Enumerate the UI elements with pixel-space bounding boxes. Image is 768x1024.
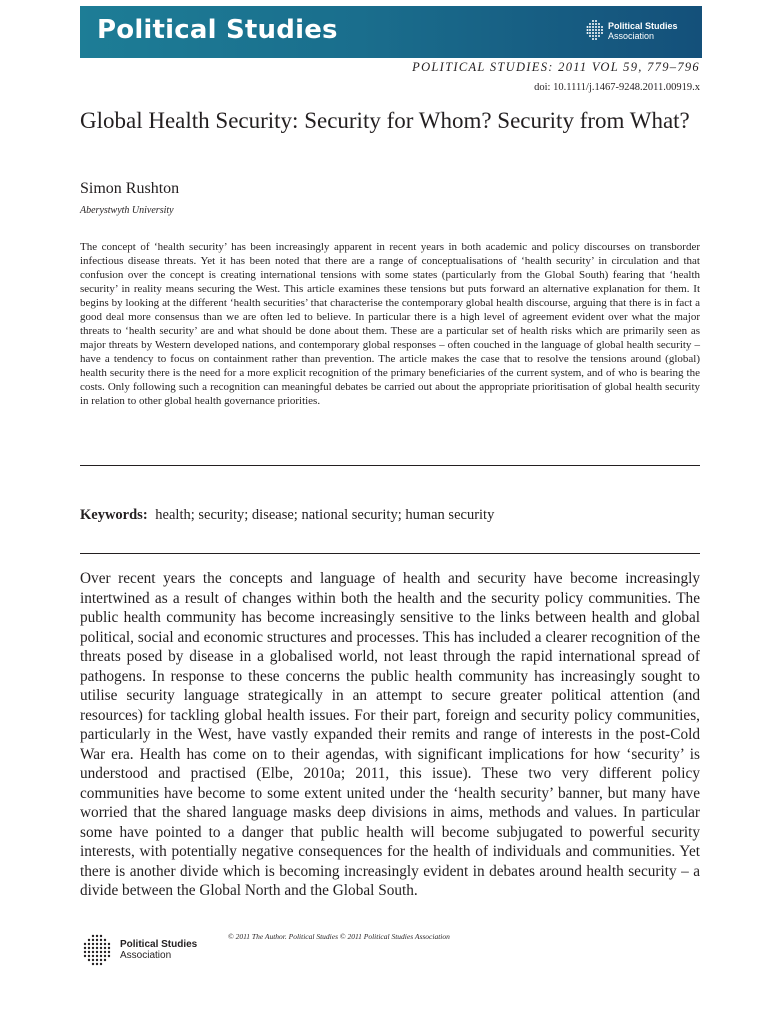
author-affiliation: Aberystwyth University [80,205,174,216]
keywords-line [80,507,494,524]
psa-logo-line1: Political Studies [608,21,678,31]
doi: doi: 10.1111/j.1467-9248.2011.00919.x [534,82,700,93]
keywords-label: Keywords: [80,507,148,523]
journal-title: Political Studies [97,15,338,45]
footer-logo-line2: Association [120,950,172,961]
journal-citation: POLITICAL STUDIES: 2011 VOL 59, 779–796 [412,60,700,74]
journal-banner [80,6,702,58]
psa-logo-line2: Association [608,31,655,41]
psa-dot-grid-icon [80,934,116,968]
body-paragraph: Over recent years the concepts and language of health and security have become increasingly intertwined as a result of changes within both the health and the security policy communities. The public health community has become increasingly sensitive to the links between health and global political, social and economic structures and processes. This has included a clearer recognition of the threats posed by disease in a globalised world, not least through the rapid international spread of pathogens. In response to these concerns the public health community has increasingly sought to utilise security language strategically in an attempt to secure greater political attention (and resources) for tackling global health issues. For their part, foreign and security policy communities, particularly in the West, have vastly expanded their remits and range of interests in the post-Cold War era. Health has come on to their agendas, with significant implications for how ‘security’ is understood and practised (Elbe, 2010a; 2011, this issue). These two very different policy communities have become to some extent united under the ‘health security’ banner, but many have worried that the shared language masks deep divisions in aims, methods and values. In particular some have pointed to a danger that public health will become subjugated to powerful security interests, with potentially negative consequences for the health of individuals and communities. Yet there is another divide which is becoming increasingly evident in debates around health security – a divide between the Global North and the Global South. [80,570,700,899]
psa-logo [586,19,696,47]
footer-psa-logo [80,934,220,968]
footer-logo-line1: Political Studies [120,939,198,950]
author-name: Simon Rushton [80,180,180,197]
abstract-divider [80,465,700,466]
keywords-divider [80,553,700,554]
copyright-notice: © 2011 The Author. Political Studies © 2011 Political Studies Association [228,932,450,941]
psa-dot-grid-icon [586,19,604,43]
footer-psa-logo-text [120,939,197,961]
article-title: Global Health Security: Security for Whom? Security from What? [80,108,690,133]
keywords-list: health; security; disease; national security; human security [155,507,495,523]
abstract: The concept of ‘health security’ has been increasingly apparent in recent years in both academic and policy discourses on transborder infectious disease threats. Yet it has been noted that there are a range of conceptualisations of ‘health security’ in circulation and that confusion over the concept is creating international tensions with some states (particularly from the Global South) fearing that ‘health security’ in reality means securing the West. This article examines these tensions but puts forward an alternative explanation for them. It begins by looking at the different ‘health securities’ that characterise the contemporary global health discourse, arguing that there is in fact a good deal more consensus than we are often led to believe. In particular there is a high level of agreement evident over what the major threats to ‘health security’ are and what should be done about them. These are a particular set of health risks which are primarily seen as major threats by Western developed nations, and contemporary global responses – often couched in the language of global health security – have a tendency to focus on containment rather than prevention. The article makes the case that to resolve the tensions around (global) health security there is the need for a more explicit recognition of the primary beneficiaries of the current system, and of who is bearing the costs. Only following such a recognition can meaningful debates be carried out about the appropriate prioritisation of global health security in relation to other global health governance priorities. [80,241,700,407]
psa-logo-text [608,21,678,41]
